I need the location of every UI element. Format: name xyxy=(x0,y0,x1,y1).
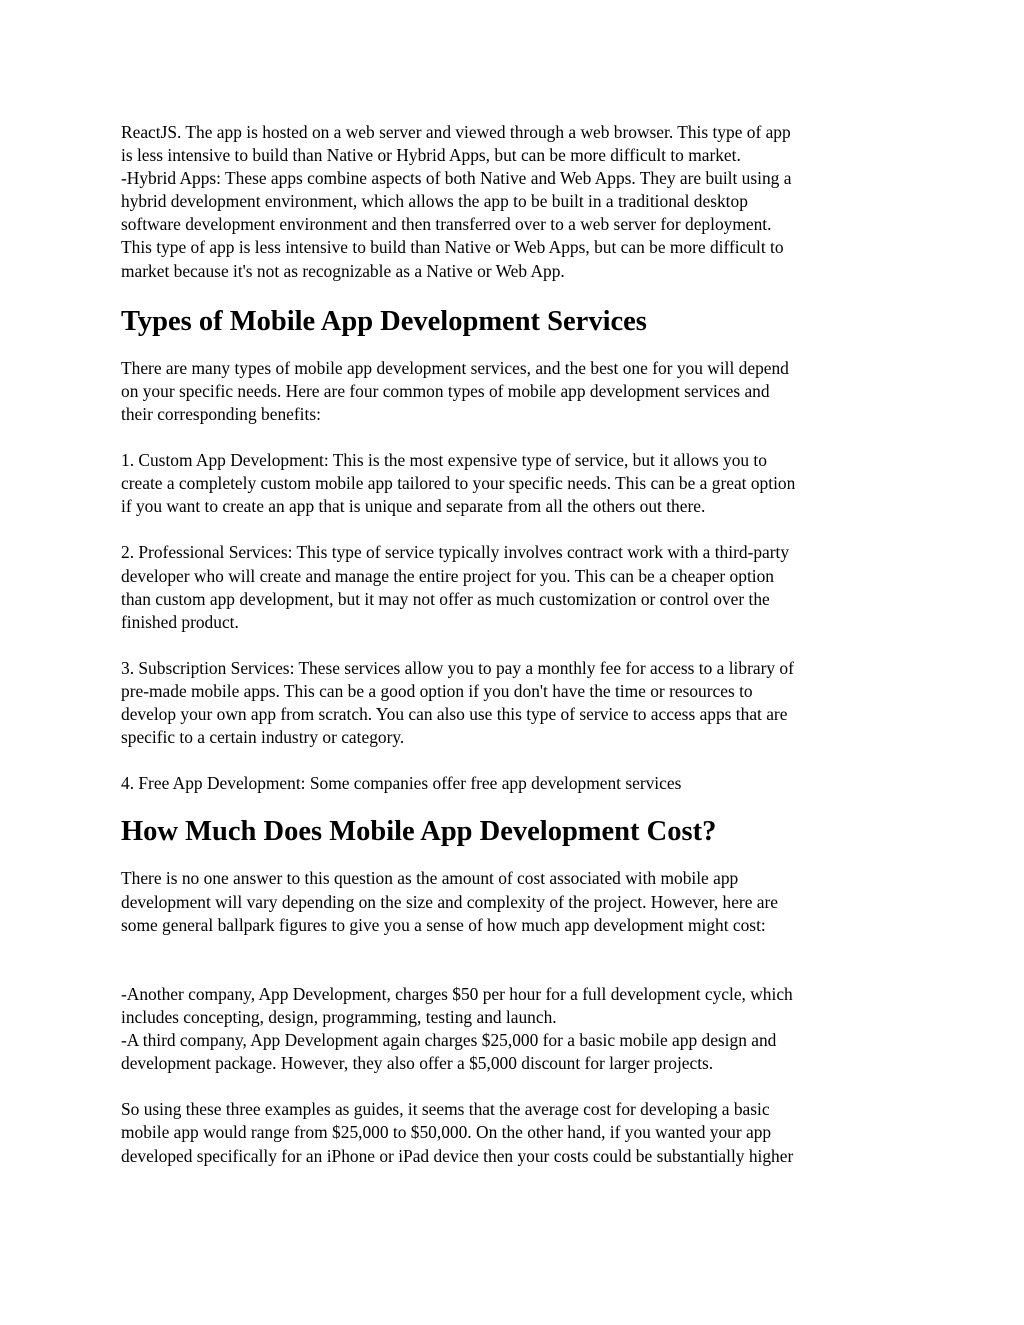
text-line: -A third company, App Development again charges $25,000 for a basic mobile app design and xyxy=(121,1030,777,1051)
list-item-custom-app xyxy=(121,449,911,518)
text-line: ReactJS. The app is hosted on a web server and viewed through a web browser. This type of app xyxy=(121,122,791,142)
text-line: developed specifically for an iPhone or iPad device then your costs could be substantially higher xyxy=(121,1145,794,1166)
cost-intro-paragraph xyxy=(121,867,911,936)
text-line: 4. Free App Development: Some companies offer free app development services xyxy=(121,773,682,794)
types-intro-paragraph xyxy=(121,357,911,426)
text-line: their corresponding benefits: xyxy=(121,403,321,424)
text-line: is less intensive to build than Native or Hybrid Apps, but can be more difficult to market. xyxy=(121,145,741,166)
list-item-subscription-services xyxy=(121,657,911,749)
cost-summary-paragraph xyxy=(121,1098,911,1167)
text-line: developer who will create and manage the entire project for you. This can be a cheaper option xyxy=(121,565,775,586)
text-line: pre-made mobile apps. This can be a good option if you don't have the time or resources to xyxy=(121,680,753,701)
text-line: There are many types of mobile app development services, and the best one for you will depend xyxy=(121,357,789,378)
list-item-professional-services xyxy=(121,541,911,633)
text-line: 3. Subscription Services: These services allow you to pay a monthly fee for access to a library of xyxy=(121,657,794,678)
text-line: hybrid development environment, which allows the app to be built in a traditional desktop xyxy=(121,191,748,212)
document-page xyxy=(121,121,911,1168)
list-item-free-app-development xyxy=(121,772,911,795)
text-line: specific to a certain industry or category. xyxy=(121,727,405,748)
text-line: if you want to create an app that is unique and separate from all the others out there. xyxy=(121,496,706,517)
text-line: software development environment and then transferred over to a web server for deployment. xyxy=(121,214,772,235)
text-line: develop your own app from scratch. You can also use this type of service to access apps that are xyxy=(121,704,788,725)
text-line: on your specific needs. Here are four common types of mobile app development services and xyxy=(121,380,770,401)
text-line: mobile app would range from $25,000 to $50,000. On the other hand, if you wanted your app xyxy=(121,1122,772,1143)
text-line: -Another company, App Development, charges $50 per hour for a full development cycle, which xyxy=(121,983,793,1004)
text-line: create a completely custom mobile app tailored to your specific needs. This can be a great option xyxy=(121,473,796,494)
text-line: development package. However, they also offer a $5,000 discount for larger projects. xyxy=(121,1053,714,1074)
text-line: development will vary depending on the size and complexity of the project. However, here are xyxy=(121,891,779,912)
text-line: includes concepting, design, programming, testing and launch. xyxy=(121,1007,557,1027)
section-heading-cost: How Much Does Mobile App Development Cost? xyxy=(121,816,717,848)
section-heading-types: Types of Mobile App Development Services xyxy=(121,305,647,337)
text-line: This type of app is less intensive to build than Native or Web Apps, but can be more difficult to xyxy=(121,237,784,258)
text-line: There is no one answer to this question as the amount of cost associated with mobile app xyxy=(121,868,739,889)
text-line: 1. Custom App Development: This is the most expensive type of service, but it allows you to xyxy=(121,450,767,471)
text-line: finished product. xyxy=(121,611,239,632)
text-line: 2. Professional Services: This type of service typically involves contract work with a third-party xyxy=(121,542,790,563)
intro-paragraph xyxy=(121,121,911,283)
cost-examples-paragraph xyxy=(121,983,911,1075)
text-line: So using these three examples as guides, it seems that the average cost for developing a basic xyxy=(121,1099,770,1120)
text-line: than custom app development, but it may not offer as much customization or control over the xyxy=(121,588,770,609)
text-line: some general ballpark figures to give you a sense of how much app development might cost: xyxy=(121,914,766,935)
text-line: -Hybrid Apps: These apps combine aspects of both Native and Web Apps. They are built using a xyxy=(121,168,792,189)
text-line: market because it's not as recognizable as a Native or Web App. xyxy=(121,260,565,281)
